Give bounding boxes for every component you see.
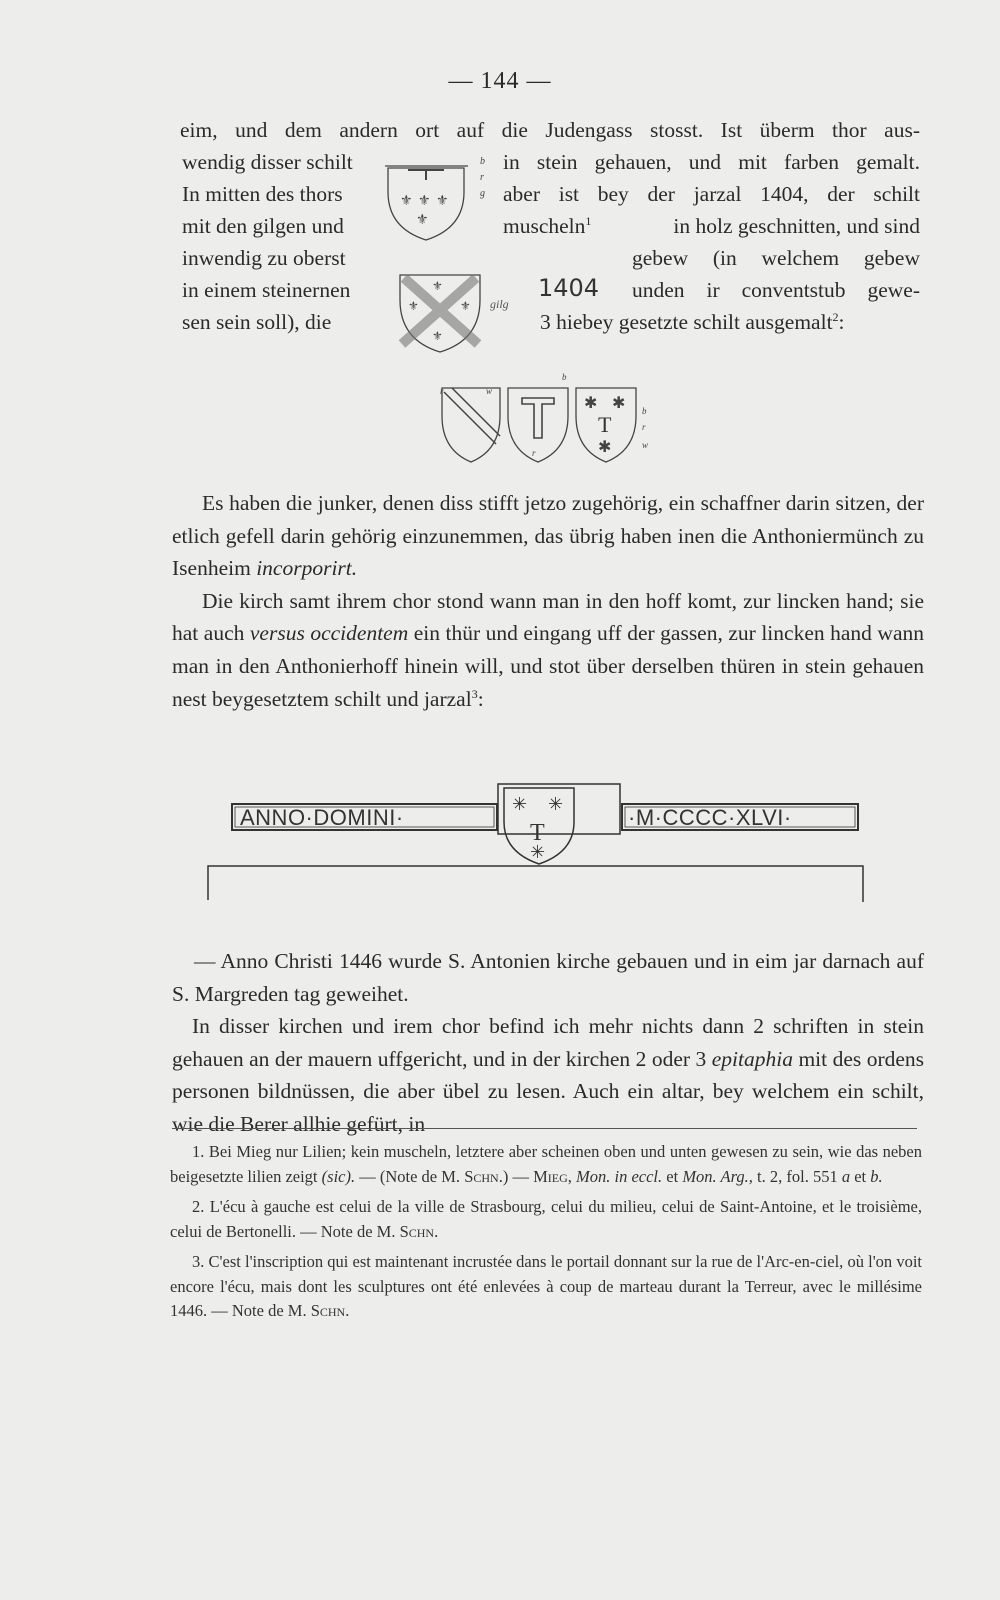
svg-text:⚜: ⚜ [418,194,431,209]
inscription-right: ·M·CCCC·XLVI· [628,805,792,830]
page-number: — 144 — [448,68,552,94]
paragraph [172,487,924,585]
svg-text:⚜: ⚜ [432,279,443,293]
italic-text: versus occidentem [249,621,409,646]
tincture-label: r [480,172,484,183]
footnote-text: et [666,1166,679,1186]
paragraph [172,1010,924,1140]
text-line-left: In mitten des thors [182,182,343,206]
three-shields-sketch [430,372,670,480]
svg-text:✳: ✳ [512,794,528,814]
footnote-text: et [854,1166,867,1186]
paragraph-text: ein thür und eingang uff der gassen, zur lincken hand wann man in den Anthonierhoff hinein will, und stot über derselben thüren in stein gehauen nest beygesetztem schilt und jarzal [172,621,924,711]
italic-text: (sic). [321,1166,356,1186]
fleur-de-lis-shield-icon [385,166,468,240]
footnote-number: 3. [192,1252,205,1271]
paragraph: — Anno Christi 1446 wurde S. Antonien kirche gebauen und in eim jar darnach auf S. Margreden tag geweihet. [172,949,924,1006]
tau-cross-shield-icon [508,388,568,462]
small-caps-text: Mieg, [533,1166,572,1186]
word: in holz geschnitten, und sind [673,214,920,238]
tincture-label: r [642,422,646,432]
small-caps-text: Schn. [464,1166,503,1186]
text-line-left: in einem steinernen [182,278,351,302]
paragraph-text: Es haben die junker, denen diss stifft jetzo zugehörig, ein schaffner darin sitzen, der etlich gefell darin gehörig einzunemmen, das übrig haben inen die Anthoniermünch zu Isenheim [172,491,924,581]
footnote-text: Bei Mieg nur Lilien; kein muscheln, letztere aber scheinen oben und unten gewesen zu sein, wie das neben beigesetzte lilien zeigt [170,1142,923,1186]
text-line-right: gebew (in welchem gebew [632,246,920,270]
footnote-text: ) — [502,1166,529,1186]
italic-text: b. [870,1166,883,1186]
italic-text: Mon. Arg., [682,1166,753,1186]
paragraph-group [172,945,924,1141]
footnote-text: C'est l'inscription qui est maintenant incrustée dans le portail donnant sur la rue de l'Arc-en-ciel, où l'on voit encore l'écu, mais dont les sculptures ont été enlevées à coup de marteau durant la Terreur, avec le millésime 1446. — Note de M. [170,1252,922,1320]
word: muscheln [503,214,586,238]
tincture-label: r [440,386,444,396]
footnote-text: — (Note de M. [359,1166,461,1186]
tincture-label: b [480,156,485,167]
paragraph-text: Die kirch samt ihrem chor stond wann man in den hoff komt, zur lincken hand; sie hat auch [172,588,924,646]
footnote-number: 2. [192,1197,205,1216]
svg-text:✳: ✳ [548,794,564,814]
paragraph-text: : [477,686,484,711]
footnote-text: L'écu à gauche est celui de la ville de Strasbourg, celui du milieu, celui de Saint-Antoine, et le troisième, celui de Bertonelli. — Note de M. [170,1197,923,1241]
italic-text: a [841,1166,851,1186]
svg-text:✱: ✱ [612,395,626,412]
paragraph-text: mit des ordens personen bildnüssen, die aber übel zu lesen. Auch ein altar, bey welchem ein schilt, wie die Berer allhie gefürt, in [172,1046,925,1136]
footnote-mark: 1 [585,213,592,228]
tau-letter: T [598,412,612,437]
svg-text:⚜: ⚜ [436,194,449,209]
text-line-right [540,306,845,338]
footnote [170,1195,922,1244]
text-line-left: sen sein soll), die [182,310,332,334]
small-caps-text: Schn. [310,1301,350,1320]
text-line-right [503,210,920,242]
inscription-left: ANNO·DOMINI· [240,805,404,830]
text-line: eim, und dem andern ort auf die Judengass stosst. Ist überm thor aus- [180,118,920,142]
svg-text:⚜: ⚜ [408,299,419,313]
svg-text:⚜: ⚜ [460,299,471,313]
tincture-label: b [562,372,567,382]
svg-text:⚜: ⚜ [400,194,413,209]
tincture-label: w [486,386,493,396]
handwritten-year: 1404 [538,274,600,302]
svg-text:✳: ✳ [530,842,546,862]
word: 3 hiebey gesetzte schilt ausgemalt [540,310,833,334]
text-line-left: mit den gilgen und [182,214,344,238]
shield-letter: T [530,820,545,846]
text-line-right: aber ist bey der jarzal 1404, der schilt [503,182,920,206]
small-caps-text: Schn. [399,1221,439,1241]
italic-text: incorporirt. [256,556,358,581]
footnote-number: 1. [192,1142,205,1161]
word: : [838,310,845,334]
italic-text: Mon. in eccl. [576,1166,663,1186]
svg-text:✱: ✱ [584,395,598,412]
text-line-left: inwendig zu oberst [182,246,346,270]
text-line-left: wendig disser schilt [182,150,353,174]
footnote-mark: 2 [832,309,839,324]
text-line-right: in stein gehauen, und mit farben gemalt. [503,150,920,174]
svg-text:✱: ✱ [598,439,612,456]
footnote [170,1250,922,1324]
text-line-right: unden ir conventstub gewe- [632,278,920,302]
footnote-rule [172,1128,917,1129]
italic-text: epitaphia [711,1046,793,1071]
footnote-text: t. 2, fol. 551 [757,1166,838,1186]
tincture-label: g [480,188,485,199]
paragraph-group [172,487,924,715]
inscription-figure [230,782,870,912]
tincture-label: w [642,440,649,450]
paragraph-text: In disser kirchen und irem chor befind ich mehr nichts dann 2 schriften in stein gehauen an der mauern uffgericht, und in der kirchen 2 oder 3 [172,1014,924,1071]
svg-text:⚜: ⚜ [432,329,443,343]
tincture-label: gilg [490,297,509,311]
footnotes [170,1140,922,1330]
footnote-mark: 3 [471,686,478,701]
footnote [170,1140,922,1189]
paragraph [172,585,924,715]
svg-text:⚜: ⚜ [416,213,429,228]
saltire-shield-icon [400,275,480,352]
strasbourg-bend-shield-icon [442,388,500,462]
tincture-label: r [532,448,536,458]
tincture-label: b [642,406,647,416]
